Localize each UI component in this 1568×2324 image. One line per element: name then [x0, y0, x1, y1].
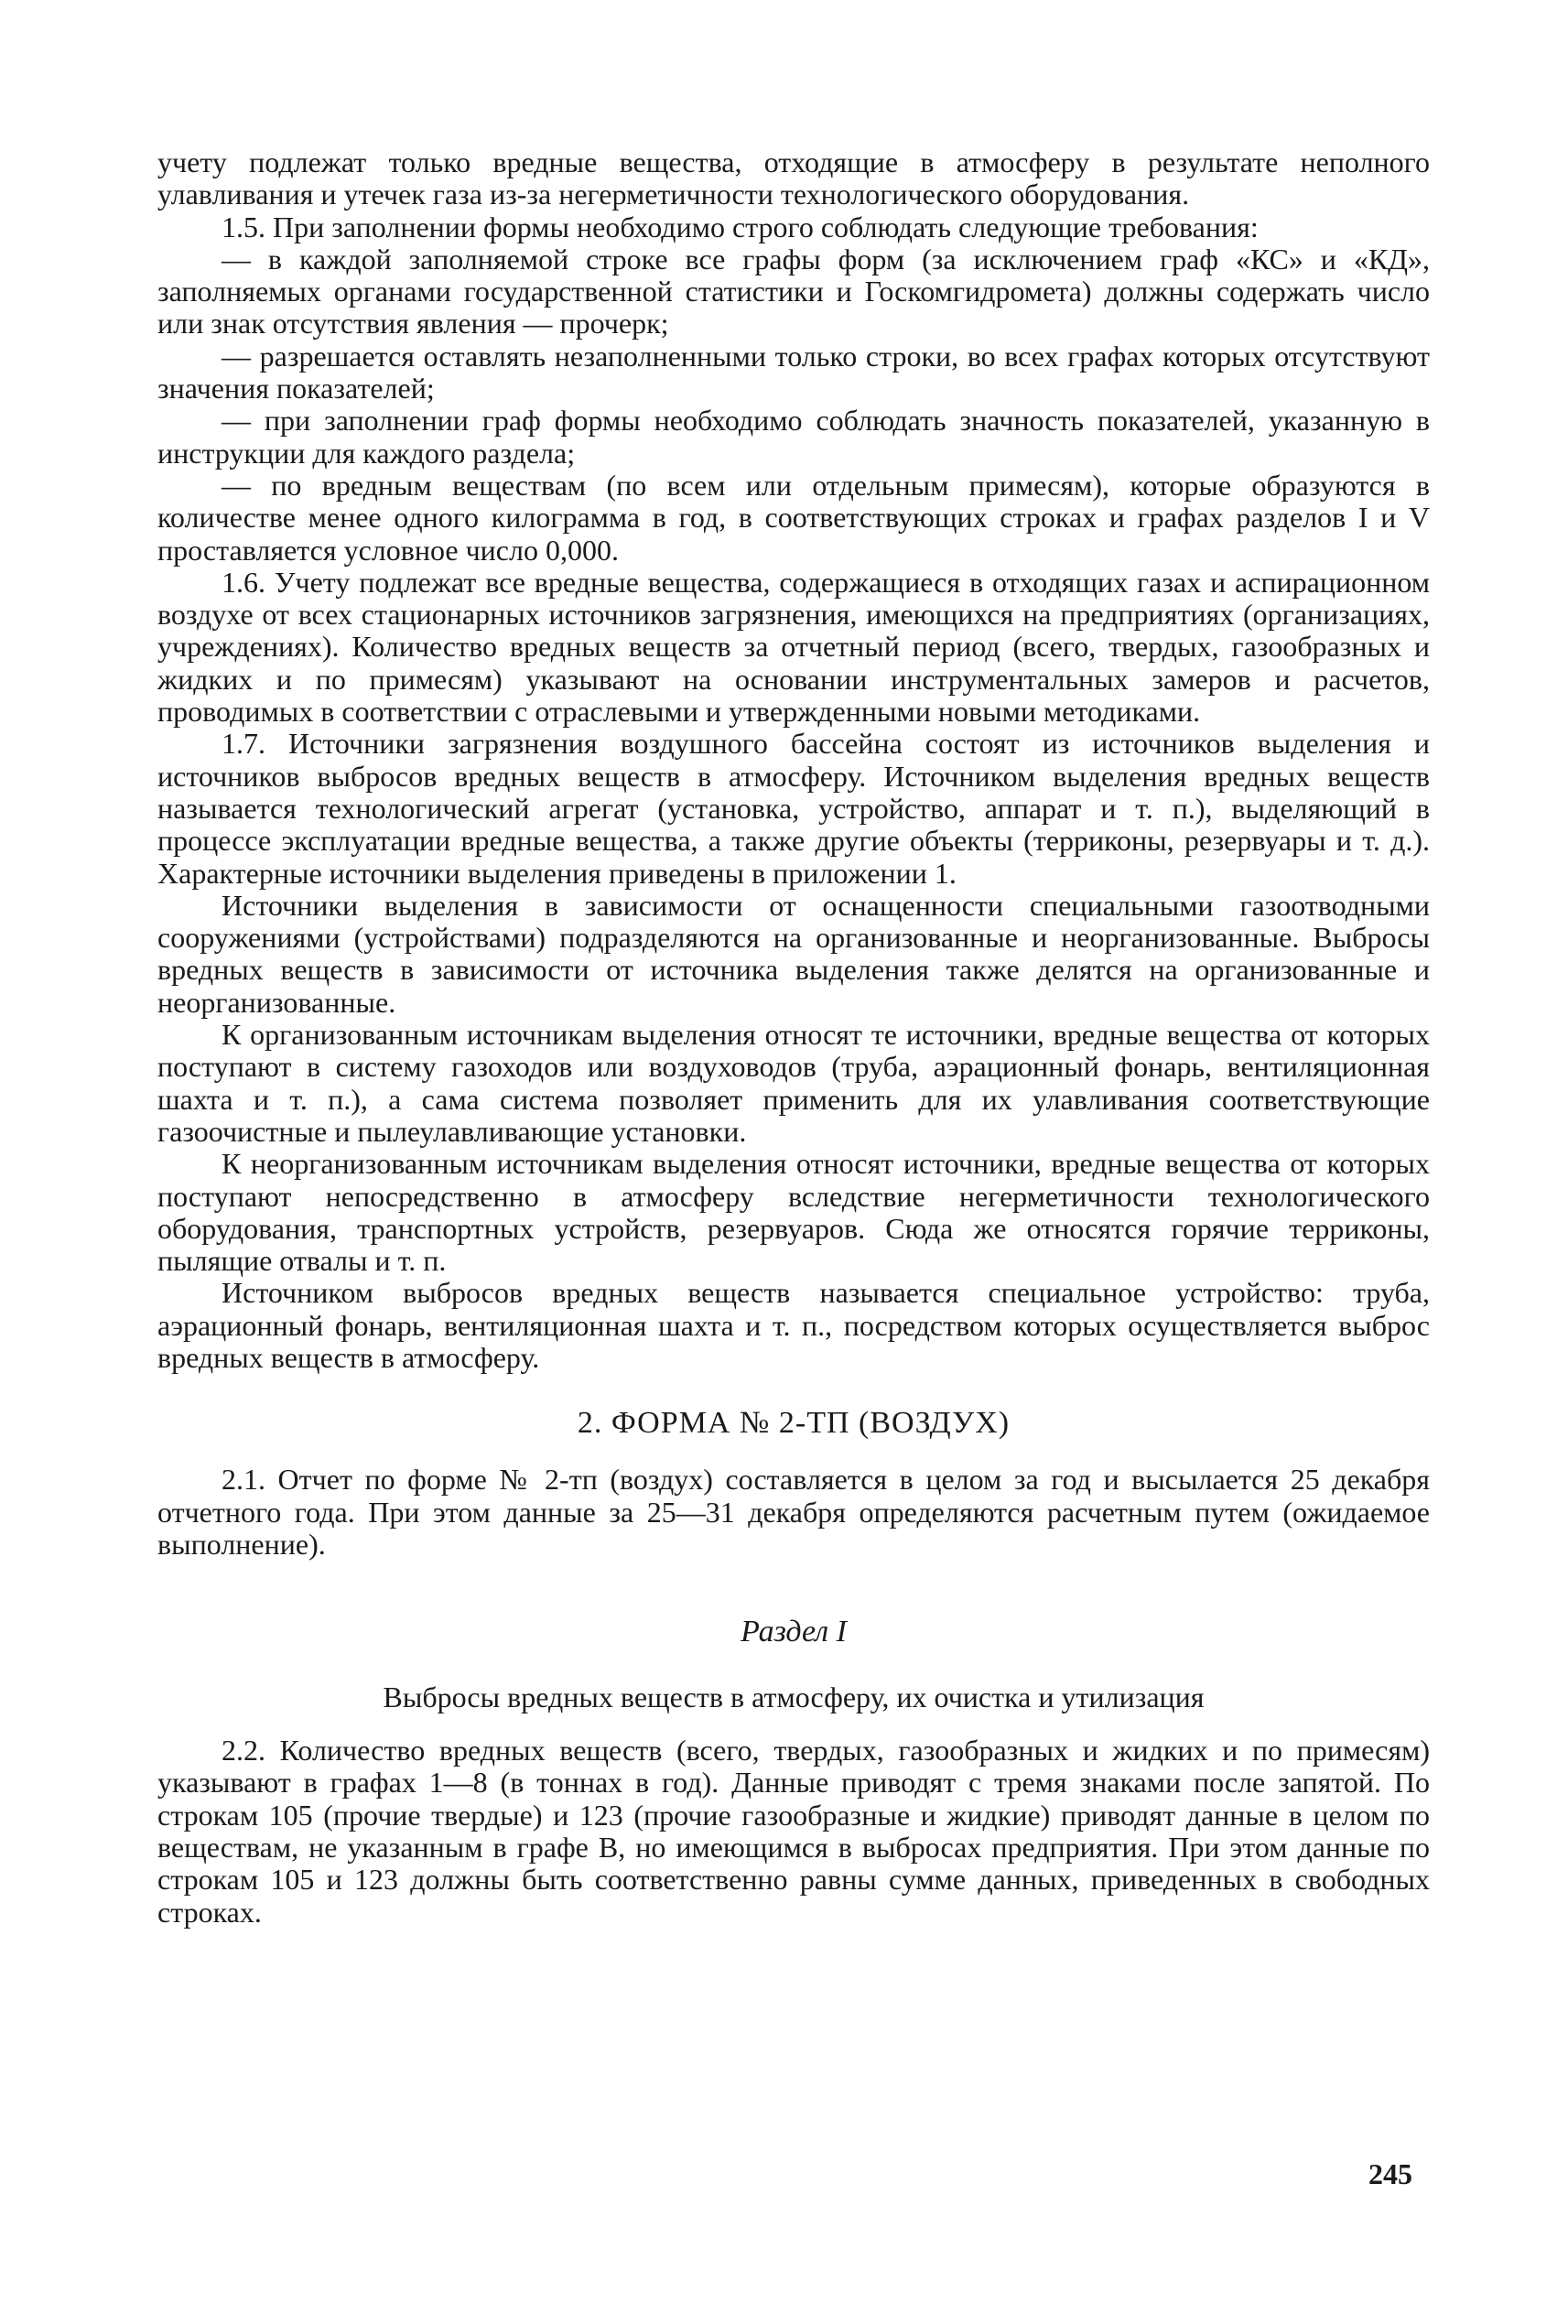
- paragraph-1-7: 1.7. Источники загрязнения воздушного бассейна состоят из источников выделения и источников выбросов вредных веществ в атмосферу. Источником выделения вредных веществ называется технологический агрегат (установка, устройство, аппарат и т. п.), выделяющий в процессе эксплуатации вредные вещества, а также другие объекты (терриконы, резервуары и т. д.). Характерные источники выделения приведены в приложении 1.: [157, 727, 1430, 890]
- paragraph-organized-sources: К организованным источникам выделения относят те источники, вредные вещества от которых поступают в систему газоходов или воздуховодов (труба, аэрационный фонарь, вентиляционная шахта и т. п.), а сама система позволяет применить для их улавливания соответствующие газоочистные и пылеулавливающие установки.: [157, 1018, 1430, 1148]
- paragraph-2-2: 2.2. Количество вредных веществ (всего, твердых, газообразных и жидких и по примесям) указывают в графах 1—8 (в тоннах в год). Данные приводят с тремя знаками после запятой. По строкам 105 (прочие твердые) и 123 (прочие газообразные и жидкие) приводят данные в целом по веществам, не указанным в графе В, но имеющимся в выбросах предприятия. При этом данные по строкам 105 и 123 должны быть соответственно равны сумме данных, приведенных в свободных строках.: [157, 1734, 1430, 1929]
- page-number: 245: [1368, 2157, 1412, 2190]
- section-label: Раздел I: [741, 1615, 847, 1649]
- requirement-item-2: — разрешается оставлять незаполненными только строки, во всех графах которых отсутствуют значения показателей;: [157, 339, 1430, 405]
- paragraph-1-6: 1.6. Учету подлежат все вредные вещества, содержащиеся в отходящих газах и аспирационном воздухе от всех стационарных источников загрязнения, имеющихся на предприятиях (организациях, учреждениях). Количество вредных веществ за отчетный период (всего, твердых, газообразных и жидких и по примесям) указывают на основании инструментальных замеров и расчетов, проводимых в соответствии с отраслевыми и утвержденными новыми методиками.: [157, 565, 1430, 729]
- requirement-item-3: — при заполнении граф формы необходимо соблюдать значность показателей, указанную в инструкции для каждого раздела;: [157, 404, 1430, 470]
- paragraph-group-top: [157, 146, 1430, 1374]
- section-title: Выбросы вредных веществ в атмосферу, их очистка и утилизация: [383, 1681, 1205, 1714]
- paragraph-unorganized-sources: К неорганизованным источникам выделения относят источники, вредные вещества от которых поступают непосредственно в атмосферу вследствие негерметичности технологического оборудования, транспортных устройств, резервуаров. Сюда же относятся горячие терриконы, пылящие отвалы и т. п.: [157, 1147, 1430, 1278]
- requirement-item-4: — по вредным веществам (по всем или отдельным примесям), которые образуются в количестве менее одного килограмма в год, в соответствующих строках и графах разделов I и V проставляется условное число 0,000.: [157, 468, 1430, 567]
- paragraph-1-5: 1.5. При заполнении формы необходимо строго соблюдать следующие требования:: [222, 210, 1259, 243]
- paragraph-sources-types: Источники выделения в зависимости от оснащенности специальными газоотводными сооружениями (устройствами) подразделяются на организованные и неорганизованные. Выбросы вредных веществ в зависимости от источника выделения также делятся на организованные и неорганизованные.: [157, 888, 1430, 1019]
- requirement-item-1: — в каждой заполняемой строке все графы форм (за исключением граф «КС» и «КД», заполняемых органами государственной статистики и Госкомгидромета) должны содержать число или знак отсутствия явления — прочерк;: [157, 242, 1430, 340]
- page-body: [157, 146, 1430, 1929]
- paragraph-continuation: учету подлежат только вредные вещества, отходящие в атмосферу в результате неполного улавливания и утечек газа из-за негерметичности технологического оборудования.: [157, 146, 1430, 211]
- paragraph-emission-source: Источником выбросов вредных веществ называется специальное устройство: труба, аэрационный фонарь, вентиляционная шахта и т. п., посредством которых осуществляется выброс вредных веществ в атмосферу.: [157, 1276, 1430, 1374]
- paragraph-2-1: 2.1. Отчет по форме № 2-тп (воздух) составляется в целом за год и высылается 25 декабря отчетного года. При этом данные за 25—31 декабря определяются расчетным путем (ожидаемое выполнение).: [157, 1463, 1430, 1561]
- section-heading: 2. ФОРМА № 2-ТП (ВОЗДУХ): [577, 1406, 1011, 1441]
